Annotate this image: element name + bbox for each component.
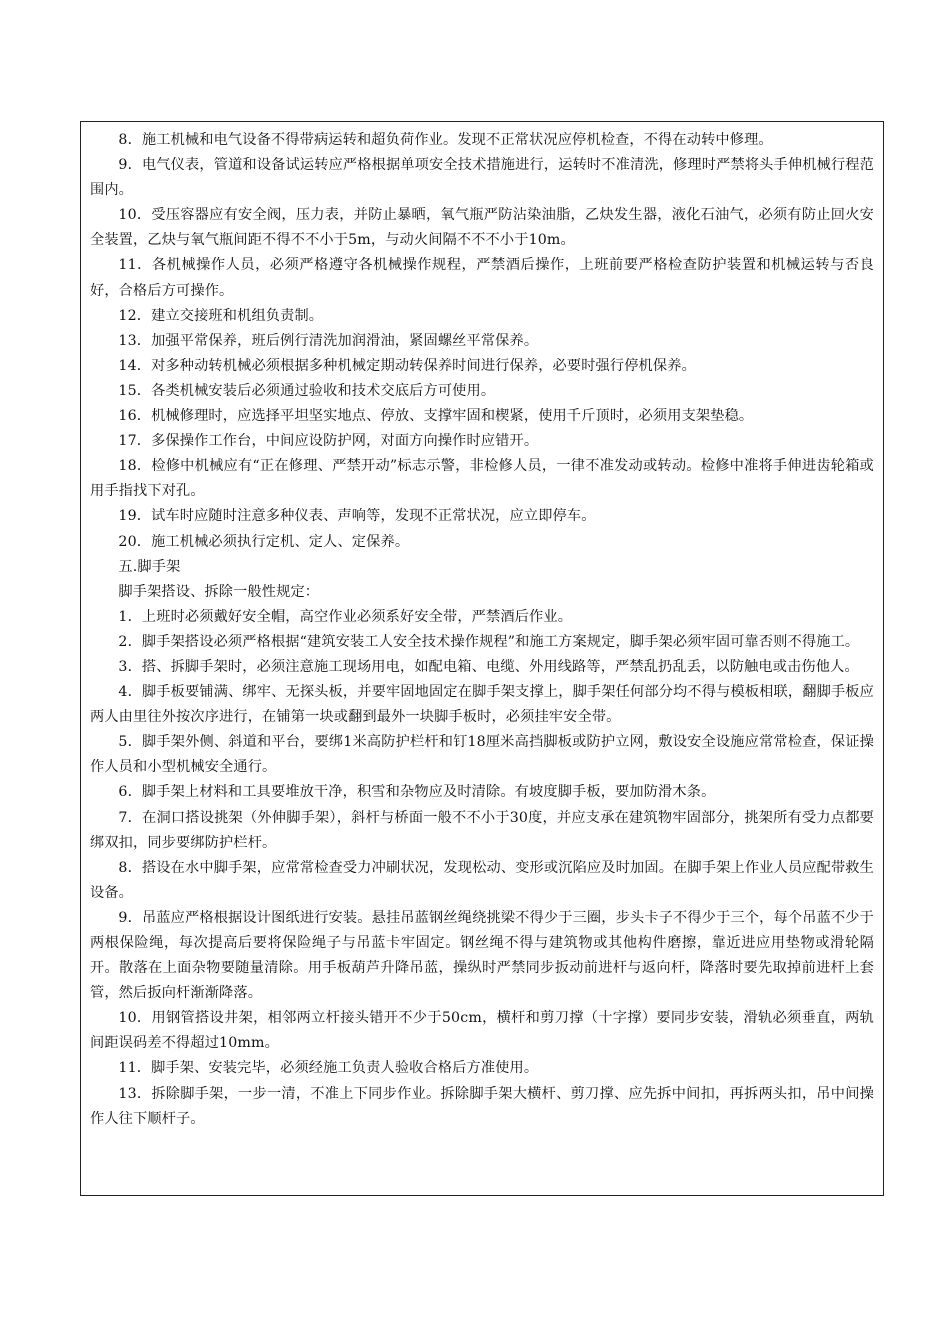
paragraph-scaffold-6: 6．脚手架上材料和工具要堆放干净，积雪和杂物应及时清除。有坡度脚手板，要加防滑木条。 — [118, 784, 716, 801]
section-heading-scaffolding: 五.脚手架 — [118, 558, 181, 575]
paragraph-scaffold-3: 3．搭、拆脚手架时，必须注意施工现场用电，如配电箱、电缆、外用线路等，严禁乱扔乱丢，以防触电或击伤他人。 — [118, 658, 859, 675]
paragraph-scaffold-13: 13．拆除脚手架，一步一清，不准上下同步作业。拆除脚手架大横杆、剪刀撑、应先拆中间扣，再拆两头扣，吊中间操作人往下顺杆子。 — [90, 1085, 874, 1127]
paragraph-scaffold-7: 7．在洞口搭设挑架（外伸脚手架），斜杆与桥面一般不不小于30度，并应支承在建筑物牢固部分，挑架所有受力点都要绑双扣，同步要绑防护栏杆。 — [90, 809, 874, 851]
paragraph-machinery-8: 8．施工机械和电气设备不得带病运转和超负荷作业。发现不正常状况应停机检查，不得在动转中修理。 — [118, 132, 773, 148]
paragraph-machinery-15: 15．各类机械安装后必须通过验收和技术交底后方可使用。 — [118, 382, 496, 399]
paragraph-scaffold-8: 8．搭设在水中脚手架，应常常检查受力冲刷状况，发现松动、变形或沉陷应及时加固。在脚手架上作业人员应配带救生设备。 — [90, 859, 874, 901]
paragraph-machinery-16: 16．机械修理时，应选择平坦坚实地点、停放、支撑牢固和楔紧，使用千斤顶时，必须用支架垫稳。 — [118, 408, 754, 425]
paragraph-scaffold-4: 4．脚手板要铺满、绑牢、无探头板，并要牢固地固定在脚手架支撑上，脚手架任何部分均不得与模板相联，翻脚手板应两人由里往外按次序进行，在铺第一块或翻到最外一块脚手板时，必须挂牢安全带。 — [90, 684, 874, 726]
paragraph-scaffold-1: 1．上班时必须戴好安全帽，高空作业必须系好安全带，严禁酒后作业。 — [118, 608, 573, 625]
paragraph-scaffold-11: 11．脚手架、安装完毕，必须经施工负责人验收合格后方准使用。 — [118, 1060, 539, 1077]
paragraph-machinery-10: 10．受压容器应有安全阀，压力表，并防止暴晒，氧气瓶严防沾染油脂，乙炔发生器，液化石油气，必须有防止回火安全装置，乙炔与氧气瓶间距不得不不小于5m，与动火间隔不不不小于10m。 — [90, 207, 874, 249]
subheading-general-rules: 脚手架搭设、拆除一般性规定： — [118, 583, 320, 600]
paragraph-machinery-9: 9．电气仪表，管道和设备试运转应严格根据单项安全技术措施进行，运转时不准清洗，修理时严禁将头手伸机械行程范围内。 — [90, 157, 874, 199]
paragraph-scaffold-5: 5．脚手架外侧、斜道和平台，要绑1米高防护栏杆和钉18厘米高挡脚板或防护立网，敷设安全设施应常常检查，保证操作人员和小型机械安全通行。 — [90, 734, 874, 776]
paragraph-machinery-17: 17．多保操作工作台，中间应设防护网，对面方向操作时应错开。 — [118, 433, 539, 450]
paragraph-scaffold-10: 10．用钢管搭设井架，相邻两立杆接头错开不少于50cm，横杆和剪刀撑（十字撑）要同步安装，滑轨必须垂直，两轨间距误码差不得超过10mm。 — [90, 1010, 874, 1052]
paragraph-scaffold-2: 2．脚手架搭设必须严格根据“建筑安装工人安全技术操作规程”和施工方案规定，脚手架必须牢固可靠否则不得施工。 — [118, 633, 860, 650]
paragraph-machinery-20: 20．施工机械必须执行定机、定人、定保养。 — [118, 533, 410, 550]
paragraph-machinery-12: 12．建立交接班和机组负责制。 — [118, 307, 324, 324]
paragraph-machinery-19: 19．试车时应随时注意多种仪表、声响等，发现不正常状况，应立即停车。 — [118, 508, 596, 525]
paragraph-machinery-18: 18．检修中机械应有“正在修理、严禁开动”标志示警，非检修人员，一律不准发动或转动。检修中准将手伸进齿轮箱或用手指找下对孔。 — [90, 458, 874, 500]
paragraph-machinery-13: 13．加强平常保养，班后例行清洗加润滑油，紧固螺丝平常保养。 — [118, 332, 539, 349]
document-table-cell — [80, 121, 884, 1196]
paragraph-machinery-11: 11．各机械操作人员，必须严格遵守各机械操作规程，严禁酒后操作，上班前要严格检查防护装置和机械运转与否良好，合格后方可操作。 — [90, 257, 874, 299]
paragraph-scaffold-9: 9．吊蓝应严格根据设计图纸进行安装。悬挂吊蓝钢丝绳绕挑梁不得少于三圈，步头卡子不得少于三个，每个吊蓝不少于两根保险绳，每次提高后要将保险绳子与吊蓝卡牢固定。钢丝绳不得与建筑物或其他构件磨擦，靠近进应用垫物或滑轮隔开。散落在上面杂物要随量清除。用手板葫芦升降吊蓝，操纵时严禁同步扳动前进杆与返向杆，降落时要先取掉前进杆上套管，然后扳向杆渐渐降落。 — [90, 909, 874, 1002]
paragraph-machinery-14: 14．对多种动转机械必须根据多种机械定期动转保养时间进行保养，必要时强行停机保养。 — [118, 357, 696, 374]
